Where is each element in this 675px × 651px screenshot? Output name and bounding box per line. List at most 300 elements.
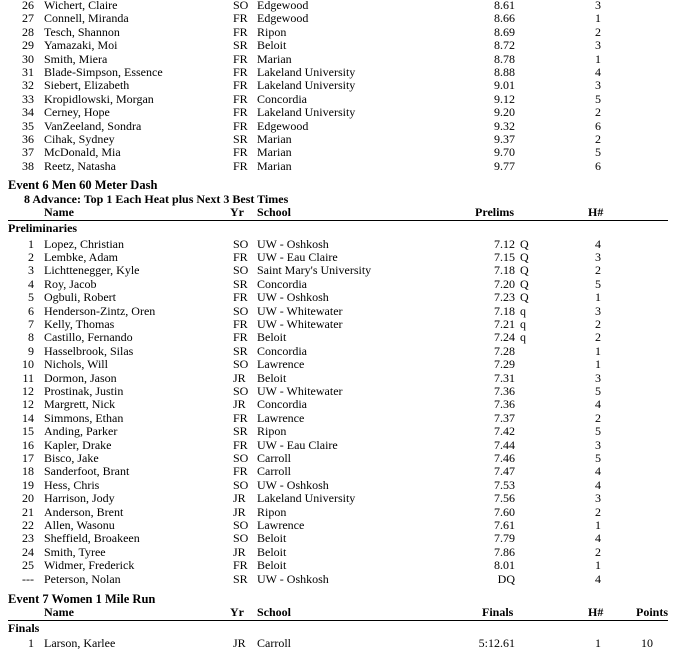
year-cell: JR [233,397,246,412]
athlete-name: Henderson-Zintz, Oren [44,303,156,318]
year-cell: SR [233,132,248,146]
school-cell: UW - Oshkosh [257,236,329,251]
year-cell: JR [233,370,246,385]
year-cell: FR [233,249,248,264]
heat-cell: 3 [595,38,601,53]
time-cell: 9.70 [494,145,515,160]
place-cell: 19 [22,477,34,492]
time-cell: 7.28 [494,343,515,358]
athlete-name: Ogbuli, Robert [44,290,116,305]
heat-cell: 5 [595,450,601,465]
place-cell: --- [22,571,34,586]
school-cell: Lakeland University [257,78,356,93]
section-label: Finals [8,621,40,635]
heat-cell: 3 [595,78,601,93]
result-row [0,452,675,465]
school-cell: Marian [257,145,292,160]
place-cell: 27 [22,11,34,26]
year-cell: FR [233,91,248,106]
event-title: Event 7 Women 1 Mile Run [8,592,156,606]
result-row [0,160,675,173]
time-cell: 7.53 [494,477,515,492]
heat-cell: 3 [595,370,601,385]
time-cell: 5:12.61 [478,635,515,650]
place-cell: 23 [22,531,34,546]
time-cell: 7.56 [494,491,515,506]
header-rule [8,620,668,621]
place-cell: 5 [28,290,34,305]
heat-cell: 5 [595,383,601,398]
result-row [0,546,675,559]
school-cell: Carroll [257,635,291,650]
place-cell: 24 [22,544,34,559]
column-header-name: Name [44,605,74,619]
heat-cell: 1 [595,635,601,650]
athlete-name: Castillo, Fernando [44,330,133,345]
place-cell: 30 [22,51,34,66]
time-cell: DQ [497,571,515,586]
header-rule [8,220,668,221]
heat-cell: 1 [595,517,601,532]
athlete-name: Lichttenegger, Kyle [44,263,140,278]
column-header-heat: H# [588,605,604,619]
year-cell: FR [233,464,248,479]
athlete-name: Cerney, Hope [44,105,110,120]
qualifier-mark: q [520,316,526,331]
year-cell: FR [233,118,248,133]
qualifier-mark: Q [520,249,529,264]
place-cell: 35 [22,118,34,133]
time-cell: 7.36 [494,383,515,398]
athlete-name: Margrett, Nick [44,397,116,412]
place-cell: 22 [22,517,34,532]
school-cell: Carroll [257,450,291,465]
school-cell: Concordia [257,276,307,291]
year-cell: FR [233,65,248,79]
school-cell: UW - Whitewater [257,383,343,398]
place-cell: 1 [28,236,34,251]
place-cell: 31 [22,65,34,79]
time-cell: 8.69 [494,24,515,39]
athlete-name: Tesch, Shannon [44,24,120,39]
school-cell: Lawrence [257,357,305,372]
time-cell: 7.24 [494,330,515,345]
athlete-name: Nichols, Will [44,357,108,372]
athlete-name: Yamazaki, Moi [44,38,118,53]
school-cell: Beloit [257,544,287,559]
heat-cell: 2 [595,316,601,331]
place-cell: 9 [28,343,34,358]
athlete-name: Blade-Simpson, Essence [44,65,163,79]
result-row [0,559,675,572]
place-cell: 20 [22,491,34,506]
time-cell: 7.47 [494,464,515,479]
result-row [0,412,675,425]
time-cell: 7.23 [494,290,515,305]
place-cell: 36 [22,132,34,146]
year-cell: SO [233,303,249,318]
qualifier-mark: q [520,330,526,345]
year-cell: FR [233,316,248,331]
points-cell: 10 [641,635,653,650]
school-cell: Lawrence [257,410,305,425]
year-cell: SO [233,236,249,251]
place-cell: 11 [22,370,34,385]
year-cell: SO [233,383,249,398]
heat-cell: 1 [595,290,601,305]
time-cell: 7.18 [494,303,515,318]
result-row [0,305,675,318]
place-cell: 16 [22,437,34,452]
athlete-name: VanZeeland, Sondra [44,118,142,133]
school-cell: Beloit [257,370,287,385]
qualifier-mark: Q [520,290,529,305]
time-cell: 7.29 [494,357,515,372]
result-row [0,53,675,66]
result-row [0,532,675,545]
year-cell: FR [233,105,248,120]
school-cell: Edgewood [257,0,309,12]
athlete-name: Hasselbrook, Silas [44,343,134,358]
year-cell: SO [233,531,249,546]
athlete-name: Anding, Parker [44,424,118,439]
result-row [0,425,675,438]
column-header-yr: Yr [230,205,244,219]
heat-cell: 3 [595,303,601,318]
result-row [0,398,675,411]
heat-cell: 4 [595,397,601,412]
result-row [0,39,675,52]
time-cell: 8.66 [494,11,515,26]
school-cell: Lawrence [257,517,305,532]
school-cell: Edgewood [257,11,309,26]
place-cell: 3 [28,263,34,278]
school-cell: Beloit [257,38,287,53]
result-row [0,12,675,25]
result-row [0,66,675,79]
time-cell: 8.78 [494,51,515,66]
year-cell: FR [233,24,248,39]
year-cell: SR [233,571,248,586]
result-row [0,120,675,133]
qualifier-mark: Q [520,236,529,251]
school-cell: Marian [257,51,292,66]
heat-cell: 4 [595,236,601,251]
time-cell: 7.79 [494,531,515,546]
athlete-name: Larson, Karlee [44,635,116,650]
year-cell: SO [233,477,249,492]
time-cell: 9.37 [494,132,515,146]
place-cell: 14 [22,410,34,425]
place-cell: 12 [22,397,34,412]
qualifier-mark: Q [520,263,529,278]
heat-cell: 3 [595,0,601,12]
athlete-name: Connell, Miranda [44,11,129,26]
heat-cell: 1 [595,357,601,372]
time-cell: 7.36 [494,397,515,412]
heat-cell: 4 [595,464,601,479]
athlete-name: Dormon, Jason [44,370,117,385]
result-row [0,79,675,92]
result-row [0,573,675,586]
time-cell: 7.60 [494,504,515,519]
result-row [0,519,675,532]
year-cell: SO [233,0,249,12]
heat-cell: 5 [595,424,601,439]
heat-cell: 4 [595,531,601,546]
school-cell: Ripon [257,424,287,439]
result-row [0,331,675,344]
athlete-name: Smith, Miera [44,51,108,66]
heat-cell: 3 [595,491,601,506]
result-row [0,278,675,291]
place-cell: 28 [22,24,34,39]
result-row [0,506,675,519]
year-cell: FR [233,158,248,173]
result-row [0,637,675,650]
heat-cell: 1 [595,51,601,66]
qualifier-mark: q [520,303,526,318]
athlete-name: McDonald, Mia [44,145,121,160]
year-cell: FR [233,410,248,425]
time-cell: 7.18 [494,263,515,278]
result-row [0,492,675,505]
time-cell: 9.77 [494,158,515,173]
time-cell: 9.12 [494,91,515,106]
place-cell: 1 [28,635,34,650]
heat-cell: 5 [595,91,601,106]
school-cell: Beloit [257,531,287,546]
year-cell: FR [233,330,248,345]
athlete-name: Reetz, Natasha [44,158,116,173]
place-cell: 17 [22,450,34,465]
event-title: Event 6 Men 60 Meter Dash [8,178,158,192]
heat-cell: 2 [595,544,601,559]
time-cell: 7.31 [494,370,515,385]
time-cell: 7.44 [494,437,515,452]
school-cell: Saint Mary's University [257,263,372,278]
school-cell: Lakeland University [257,65,356,79]
place-cell: 8 [28,330,34,345]
athlete-name: Cihak, Sydney [44,132,115,146]
school-cell: Ripon [257,24,287,39]
heat-cell: 6 [595,158,601,173]
result-row [0,146,675,159]
column-header-points: Points [636,605,669,619]
place-cell: 37 [22,145,34,160]
place-cell: 12 [22,383,34,398]
year-cell: SR [233,38,248,53]
school-cell: Edgewood [257,118,309,133]
athlete-name: Wichert, Claire [44,0,118,12]
time-cell: 9.32 [494,118,515,133]
year-cell: SO [233,450,249,465]
athlete-name: Simmons, Ethan [44,410,124,425]
athlete-name: Kropidlowski, Morgan [44,91,154,106]
result-row [0,133,675,146]
school-cell: UW - Whitewater [257,316,343,331]
athlete-name: Peterson, Nolan [44,571,121,586]
school-cell: Lakeland University [257,105,356,120]
place-cell: 18 [22,464,34,479]
athlete-name: Smith, Tyree [44,544,106,559]
athlete-name: Harrison, Jody [44,491,115,506]
heat-cell: 3 [595,437,601,452]
place-cell: 33 [22,91,34,106]
heat-cell: 2 [595,504,601,519]
time-cell: 7.46 [494,450,515,465]
place-cell: 21 [22,504,34,519]
column-header-school: School [257,605,292,619]
heat-cell: 1 [595,343,601,358]
column-header-yr: Yr [230,605,244,619]
year-cell: FR [233,437,248,452]
school-cell: Beloit [257,330,287,345]
result-row [0,291,675,304]
place-cell: 6 [28,303,34,318]
time-cell: 7.37 [494,410,515,425]
place-cell: 15 [22,424,34,439]
school-cell: UW - Oshkosh [257,571,329,586]
athlete-name: Sanderfoot, Brant [44,464,130,479]
athlete-name: Anderson, Brent [44,504,124,519]
athlete-name: Siebert, Elizabeth [44,78,130,93]
school-cell: Concordia [257,91,307,106]
athlete-name: Hess, Chris [44,477,100,492]
school-cell: Ripon [257,504,287,519]
year-cell: SO [233,357,249,372]
result-row [0,345,675,358]
athlete-name: Widmer, Frederick [44,558,135,573]
heat-cell: 6 [595,118,601,133]
year-cell: JR [233,544,246,559]
school-cell: UW - Whitewater [257,303,343,318]
heat-cell: 2 [595,105,601,120]
result-row [0,93,675,106]
year-cell: JR [233,504,246,519]
athlete-name: Kapler, Drake [44,437,112,452]
time-cell: 7.61 [494,517,515,532]
heat-cell: 4 [595,65,601,79]
time-cell: 7.20 [494,276,515,291]
heat-cell: 2 [595,263,601,278]
year-cell: FR [233,558,248,573]
time-cell: 9.01 [494,78,515,93]
place-cell: 29 [22,38,34,53]
school-cell: Concordia [257,397,307,412]
qualifier-mark: Q [520,276,529,291]
time-cell: 7.15 [494,249,515,264]
column-header-time: Prelims [475,205,515,219]
year-cell: SR [233,276,248,291]
year-cell: FR [233,145,248,160]
time-cell: 8.01 [494,558,515,573]
heat-cell: 2 [595,410,601,425]
place-cell: 32 [22,78,34,93]
result-row [0,106,675,119]
heat-cell: 5 [595,145,601,160]
year-cell: SO [233,517,249,532]
result-row [0,238,675,251]
column-header-time: Finals [482,605,514,619]
school-cell: UW - Oshkosh [257,477,329,492]
column-header-heat: H# [588,205,604,219]
school-cell: UW - Eau Claire [257,249,338,264]
result-row [0,385,675,398]
school-cell: UW - Eau Claire [257,437,338,452]
year-cell: SR [233,343,248,358]
place-cell: 25 [22,558,34,573]
place-cell: 34 [22,105,34,120]
athlete-name: Allen, Wasonu [44,517,115,532]
heat-cell: 1 [595,558,601,573]
heat-cell: 5 [595,276,601,291]
result-row [0,318,675,331]
advance-rule: 8 Advance: Top 1 Each Heat plus Next 3 Best Times [24,192,289,206]
result-row [0,479,675,492]
year-cell: JR [233,635,246,650]
year-cell: JR [233,491,246,506]
place-cell: 2 [28,249,34,264]
athlete-name: Kelly, Thomas [44,316,115,331]
athlete-name: Prostinak, Justin [44,383,124,398]
result-row [0,251,675,264]
school-cell: Beloit [257,558,287,573]
year-cell: SO [233,263,249,278]
heat-cell: 2 [595,330,601,345]
place-cell: 4 [28,276,34,291]
result-row [0,26,675,39]
year-cell: FR [233,11,248,26]
place-cell: 10 [22,357,34,372]
school-cell: Marian [257,132,292,146]
school-cell: Concordia [257,343,307,358]
year-cell: FR [233,290,248,305]
heat-cell: 4 [595,571,601,586]
school-cell: Carroll [257,464,291,479]
heat-cell: 3 [595,249,601,264]
result-row [0,372,675,385]
time-cell: 7.12 [494,236,515,251]
year-cell: SR [233,424,248,439]
place-cell: 38 [22,158,34,173]
school-cell: Lakeland University [257,491,356,506]
heat-cell: 4 [595,477,601,492]
heat-cell: 1 [595,11,601,26]
athlete-name: Roy, Jacob [44,276,97,291]
place-cell: 26 [22,0,34,12]
time-cell: 8.88 [494,65,515,79]
result-row [0,465,675,478]
time-cell: 8.61 [494,0,515,12]
athlete-name: Lopez, Christian [44,236,124,251]
section-label: Preliminaries [8,221,78,235]
year-cell: FR [233,51,248,66]
time-cell: 7.21 [494,316,515,331]
place-cell: 7 [28,316,34,331]
time-cell: 9.20 [494,105,515,120]
school-cell: UW - Oshkosh [257,290,329,305]
column-header-name: Name [44,205,74,219]
result-row [0,439,675,452]
school-cell: Marian [257,158,292,173]
heat-cell: 2 [595,24,601,39]
time-cell: 8.72 [494,38,515,53]
athlete-name: Sheffield, Broakeen [44,531,140,546]
time-cell: 7.86 [494,544,515,559]
heat-cell: 2 [595,132,601,146]
year-cell: FR [233,78,248,93]
